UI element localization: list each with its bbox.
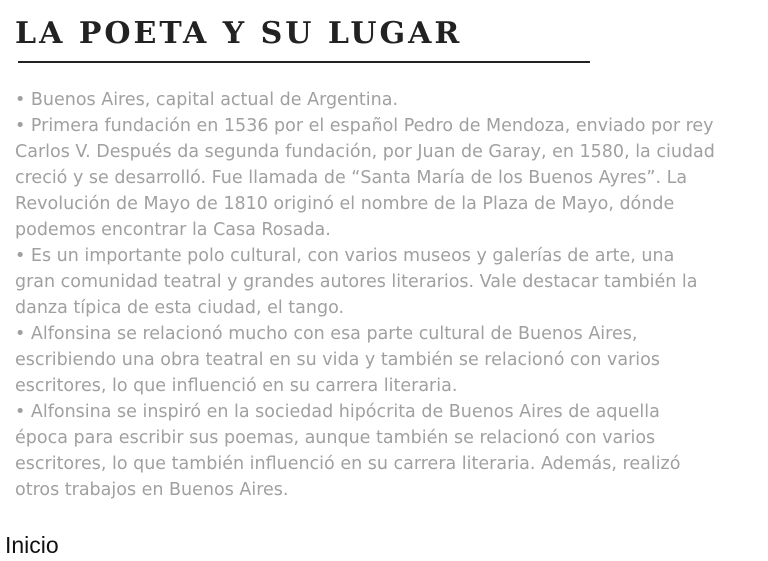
bullet-paragraph: • Primera fundación en 1536 por el español Pedro de Mendoza, enviado por rey Carlos V. Después da segunda fundación, por Juan de Garay, en 1580, la ciudad creció y se desarrolló. Fue llamada de “Santa María de los Buenos Ayres”. La Revolución de Mayo de 1810 originó el nombre de la Plaza de Mayo, dónde podemos encontrar la Casa Rosada. — [15, 116, 715, 240]
bullet-paragraph: • Buenos Aires, capital actual de Argentina. — [15, 90, 399, 110]
bullet-paragraph: • Alfonsina se inspiró en la sociedad hipócrita de Buenos Aires de aquella época para escribir sus poemas, aunque también se relacionó con varios escritores, lo que también influenció en su carrera literaria. Además, realizó otros trabajos en Buenos Aires. — [15, 402, 681, 500]
bullet-paragraph: • Es un importante polo cultural, con varios museos y galerías de arte, una gran comunidad teatral y grandes autores literarios. Vale destacar también la danza típica de esta ciudad, el tango. — [15, 246, 698, 318]
slide-body — [15, 87, 715, 503]
slide-title: LA POETA Y SU LUGAR — [15, 16, 463, 51]
home-link[interactable]: Inicio — [5, 532, 59, 558]
title-underline — [18, 61, 590, 63]
bullet-paragraph: • Alfonsina se relacionó mucho con esa parte cultural de Buenos Aires, escribiendo una obra teatral en su vida y también se relacionó con varios escritores, lo que influenció en su carrera literaria. — [15, 324, 660, 396]
